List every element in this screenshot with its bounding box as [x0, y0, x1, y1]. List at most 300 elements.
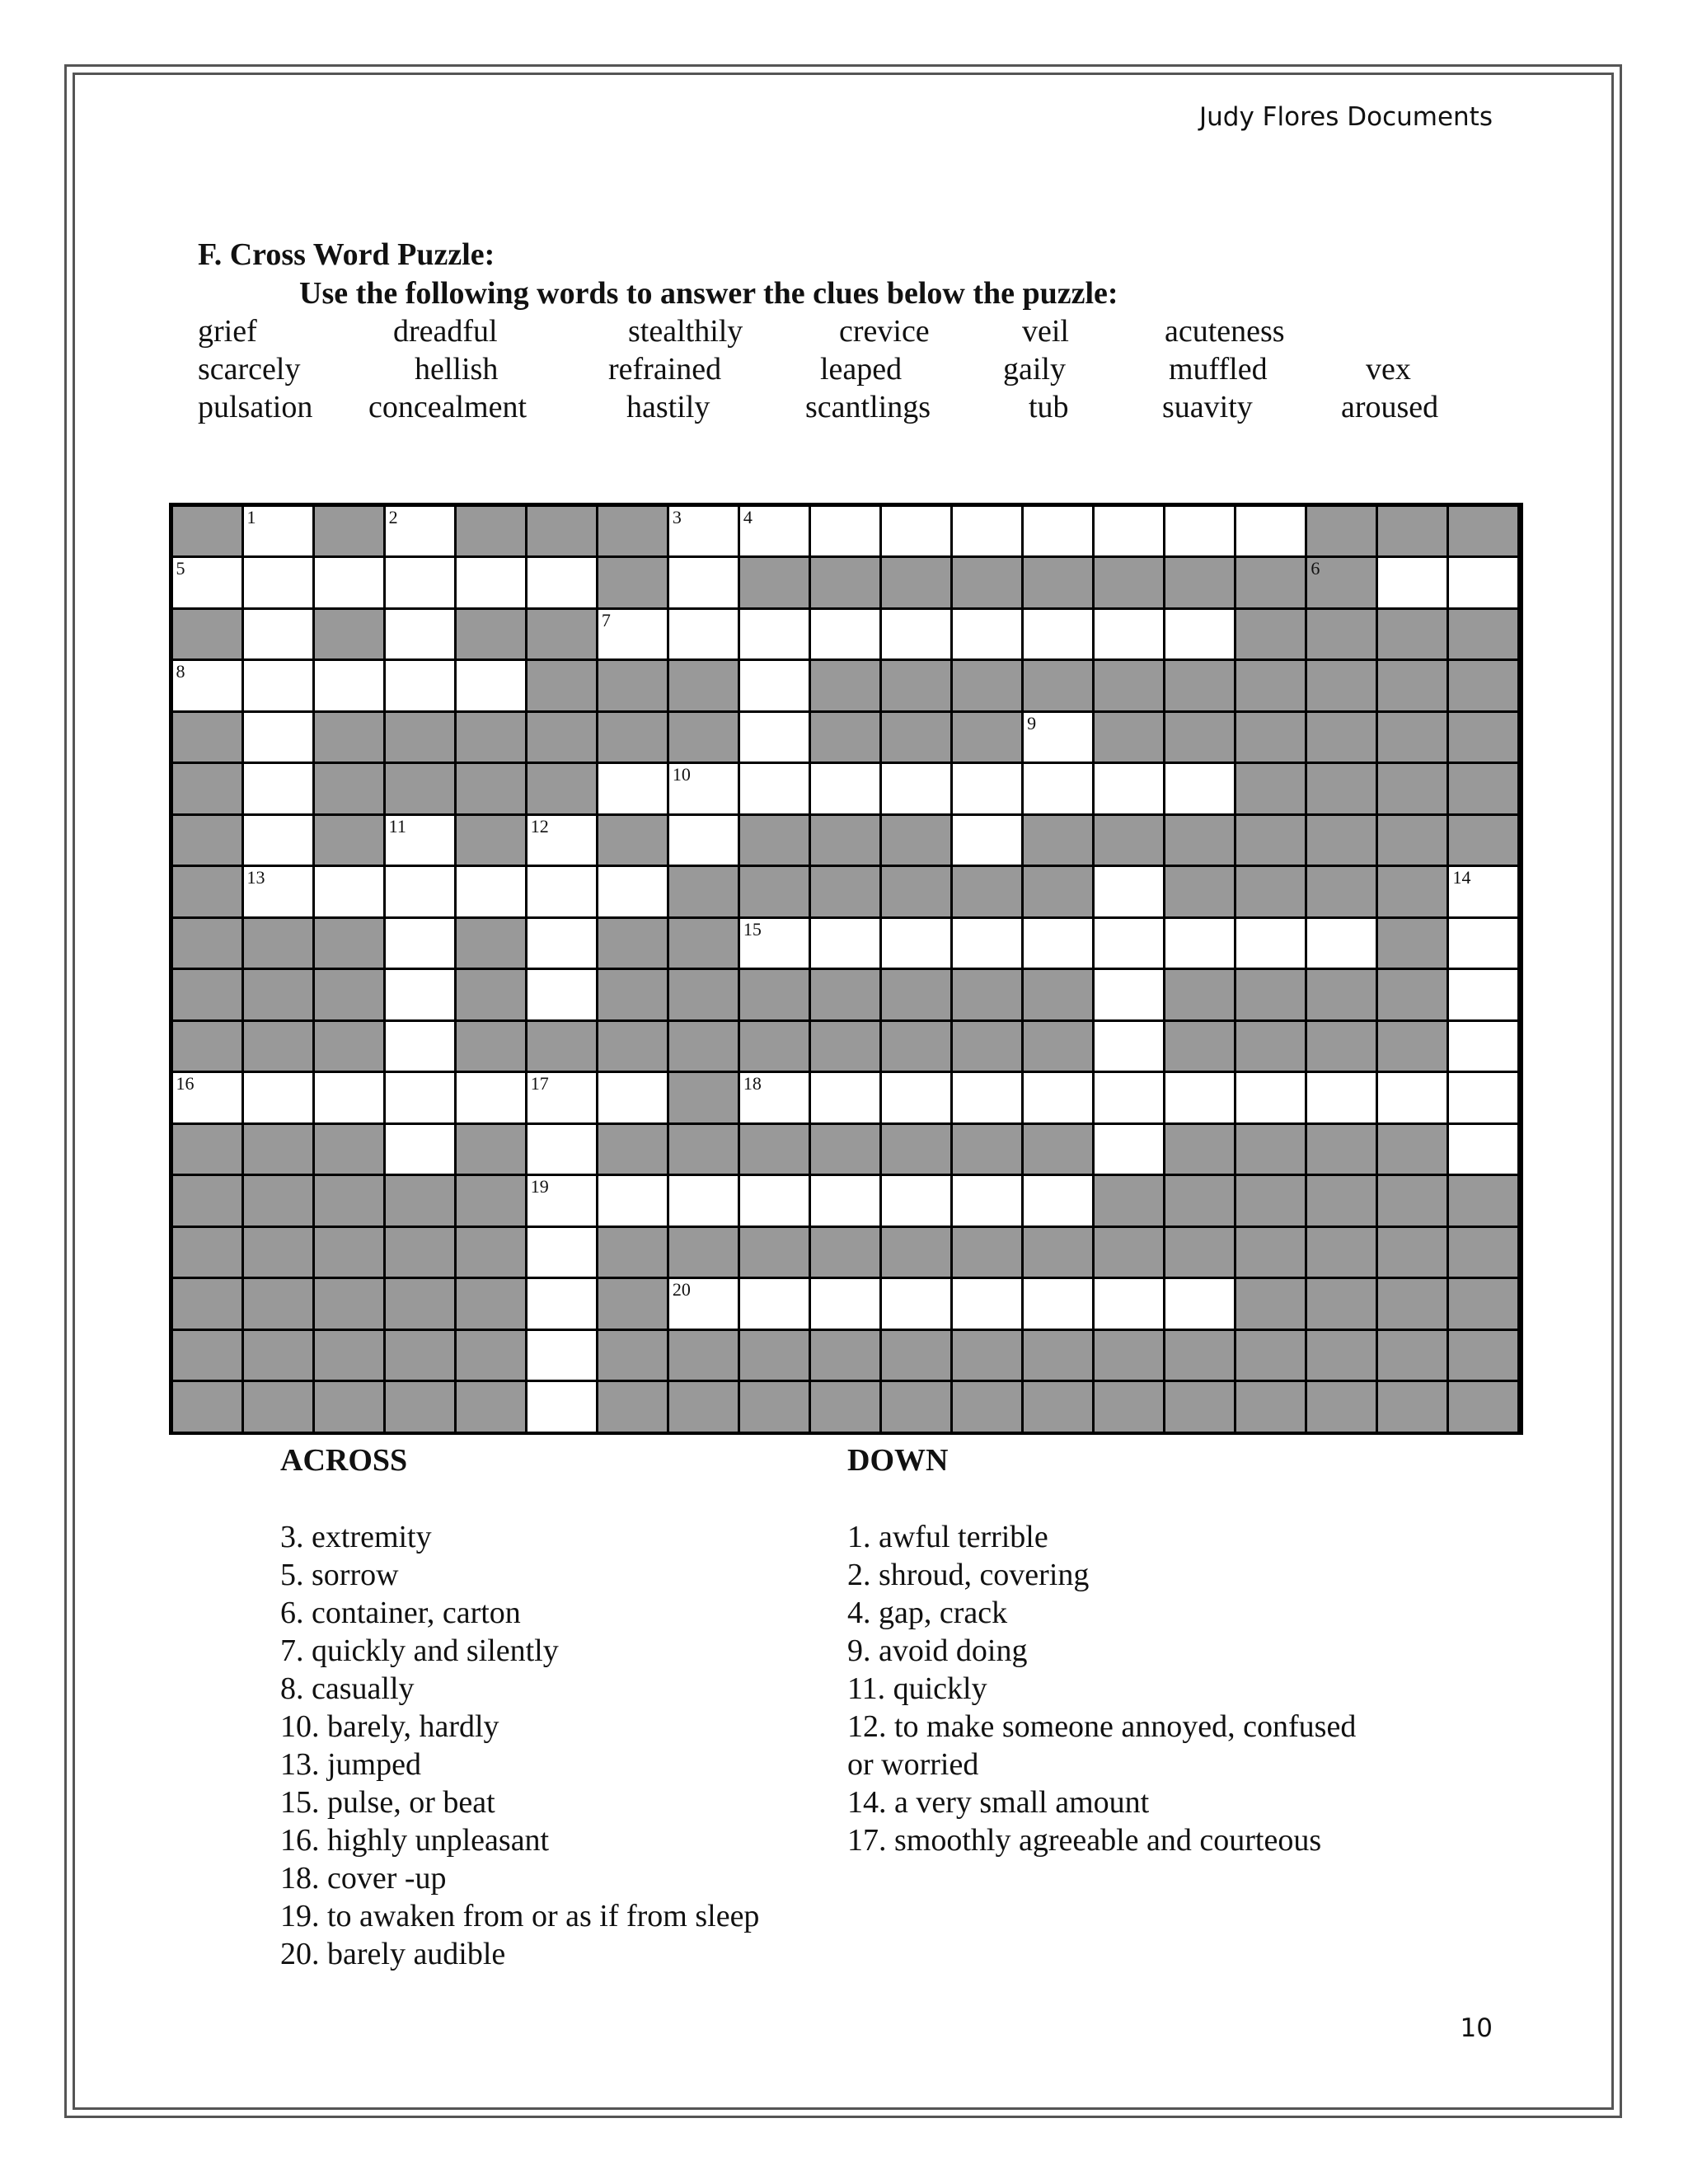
- crossword-cell[interactable]: [1024, 507, 1092, 556]
- crossword-cell[interactable]: [315, 661, 383, 710]
- crossword-cell[interactable]: [244, 867, 312, 916]
- crossword-block: [669, 1331, 738, 1380]
- crossword-block: [598, 558, 667, 607]
- crossword-cell[interactable]: [740, 1279, 809, 1329]
- crossword-cell[interactable]: [244, 816, 312, 865]
- down-clue: or worried: [847, 1747, 979, 1782]
- crossword-cell[interactable]: [457, 1073, 525, 1122]
- crossword-block: [386, 1228, 454, 1277]
- crossword-block: [598, 816, 667, 865]
- crossword-cell[interactable]: [386, 1125, 454, 1174]
- crossword-cell[interactable]: [1024, 1279, 1092, 1329]
- clue-number: 18: [743, 1073, 762, 1094]
- crossword-block: [1449, 1331, 1517, 1380]
- crossword-block: [1024, 816, 1092, 865]
- crossword-block: [1378, 1125, 1447, 1174]
- crossword-cell[interactable]: [528, 867, 596, 916]
- crossword-block: [173, 1022, 241, 1071]
- crossword-block: [1165, 1022, 1234, 1071]
- crossword-cell[interactable]: [740, 610, 809, 659]
- crossword-cell[interactable]: [386, 610, 454, 659]
- crossword-block: [1165, 1331, 1234, 1380]
- crossword-block: [457, 1331, 525, 1380]
- crossword-block: [1024, 1331, 1092, 1380]
- crossword-cell[interactable]: [740, 507, 809, 556]
- crossword-block: [173, 867, 241, 916]
- crossword-cell[interactable]: [598, 764, 667, 813]
- across-clue: 3. extremity: [280, 1520, 432, 1554]
- crossword-cell[interactable]: [386, 1022, 454, 1071]
- clue-number: 8: [176, 661, 185, 682]
- crossword-cell[interactable]: [1024, 610, 1092, 659]
- crossword-cell[interactable]: [457, 867, 525, 916]
- crossword-cell[interactable]: [1024, 919, 1092, 968]
- across-clue: 19. to awaken from or as if from sleep: [280, 1899, 760, 1933]
- crossword-block: [1378, 1331, 1447, 1380]
- crossword-block: [386, 1279, 454, 1329]
- crossword-block: [1165, 970, 1234, 1019]
- crossword-block: [457, 1022, 525, 1071]
- crossword-cell[interactable]: [315, 1073, 383, 1122]
- crossword-block: [315, 1279, 383, 1329]
- clue-number: 13: [246, 867, 265, 888]
- crossword-cell[interactable]: [528, 970, 596, 1019]
- crossword-block: [1236, 1125, 1305, 1174]
- crossword-block: [1378, 1228, 1447, 1277]
- crossword-block: [669, 661, 738, 710]
- clue-number: 14: [1452, 867, 1471, 888]
- crossword-block: [244, 1382, 312, 1432]
- crossword-cell[interactable]: [953, 610, 1021, 659]
- crossword-cell[interactable]: [1236, 507, 1305, 556]
- word-bank-item: refrained: [608, 352, 722, 387]
- crossword-block: [882, 713, 950, 762]
- crossword-cell[interactable]: [244, 764, 312, 813]
- across-clue: 13. jumped: [280, 1747, 421, 1782]
- crossword-block: [740, 1022, 809, 1071]
- clue-number: 12: [530, 815, 549, 837]
- crossword-block: [953, 661, 1021, 710]
- crossword-cell[interactable]: [1095, 764, 1163, 813]
- crossword-cell[interactable]: [528, 1228, 596, 1277]
- crossword-cell[interactable]: [315, 558, 383, 607]
- clue-number: 5: [176, 558, 185, 579]
- crossword-block: [953, 1228, 1021, 1277]
- crossword-block: [173, 507, 241, 556]
- crossword-cell[interactable]: [1165, 610, 1234, 659]
- crossword-block: [1378, 1382, 1447, 1432]
- crossword-cell[interactable]: [244, 661, 312, 710]
- crossword-cell[interactable]: [811, 610, 879, 659]
- crossword-cell[interactable]: [173, 1073, 241, 1122]
- clue-number: 1: [246, 506, 256, 527]
- crossword-cell[interactable]: [173, 558, 241, 607]
- crossword-cell[interactable]: [386, 816, 454, 865]
- crossword-cell[interactable]: [953, 1279, 1021, 1329]
- crossword-cell[interactable]: [1165, 1279, 1234, 1329]
- crossword-block: [1307, 507, 1376, 556]
- crossword-block: [1236, 970, 1305, 1019]
- crossword-block: [244, 1022, 312, 1071]
- crossword-cell[interactable]: [669, 764, 738, 813]
- crossword-cell[interactable]: [244, 1073, 312, 1122]
- crossword-cell[interactable]: [1449, 867, 1517, 916]
- crossword-cell[interactable]: [1165, 1073, 1234, 1122]
- crossword-cell[interactable]: [598, 610, 667, 659]
- clue-number: 11: [388, 815, 406, 837]
- crossword-block: [811, 1228, 879, 1277]
- crossword-block: [457, 610, 525, 659]
- crossword-cell[interactable]: [528, 1382, 596, 1432]
- crossword-cell[interactable]: [1449, 970, 1517, 1019]
- crossword-block: [315, 1176, 383, 1226]
- crossword-block: [598, 661, 667, 710]
- crossword-cell[interactable]: [528, 1176, 596, 1226]
- crossword-block: [457, 1279, 525, 1329]
- crossword-cell[interactable]: [598, 1073, 667, 1122]
- crossword-block: [1024, 661, 1092, 710]
- crossword-block: [1095, 1228, 1163, 1277]
- crossword-cell[interactable]: [244, 558, 312, 607]
- crossword-cell[interactable]: [244, 610, 312, 659]
- crossword-block: [669, 1073, 738, 1122]
- crossword-block: [669, 919, 738, 968]
- crossword-cell[interactable]: [386, 1073, 454, 1122]
- across-heading: ACROSS: [280, 1443, 408, 1478]
- crossword-block: [457, 1382, 525, 1432]
- crossword-block: [882, 816, 950, 865]
- crossword-cell[interactable]: [953, 507, 1021, 556]
- crossword-block: [740, 1125, 809, 1174]
- crossword-block: [1449, 1176, 1517, 1226]
- crossword-block: [1236, 1382, 1305, 1432]
- crossword-block: [1449, 661, 1517, 710]
- crossword-block: [315, 507, 383, 556]
- crossword-block: [1378, 919, 1447, 968]
- crossword-cell[interactable]: [1024, 1073, 1092, 1122]
- clue-number: 3: [672, 506, 682, 527]
- crossword-block: [315, 610, 383, 659]
- word-bank-item: stealthily: [628, 314, 743, 349]
- crossword-block: [1024, 1228, 1092, 1277]
- across-clue: 6. container, carton: [280, 1596, 521, 1630]
- crossword-cell[interactable]: [1449, 1073, 1517, 1122]
- crossword-cell[interactable]: [315, 867, 383, 916]
- crossword-block: [882, 970, 950, 1019]
- crossword-block: [1024, 1382, 1092, 1432]
- crossword-cell[interactable]: [740, 1176, 809, 1226]
- word-bank-item: crevice: [839, 314, 930, 349]
- crossword-cell[interactable]: [1095, 1125, 1163, 1174]
- crossword-block: [244, 1279, 312, 1329]
- crossword-block: [1165, 1382, 1234, 1432]
- crossword-block: [669, 1382, 738, 1432]
- crossword-cell[interactable]: [1095, 919, 1163, 968]
- clue-number: 20: [672, 1279, 691, 1300]
- down-clue: 4. gap, crack: [847, 1596, 1008, 1630]
- crossword-block: [1024, 1022, 1092, 1071]
- crossword-cell[interactable]: [811, 1279, 879, 1329]
- crossword-block: [315, 1382, 383, 1432]
- crossword-block: [457, 919, 525, 968]
- across-clue: 8. casually: [280, 1671, 415, 1706]
- crossword-block: [1236, 867, 1305, 916]
- word-bank-item: muffled: [1169, 352, 1268, 387]
- crossword-cell[interactable]: [1165, 764, 1234, 813]
- crossword-cell[interactable]: [528, 816, 596, 865]
- crossword-cell[interactable]: [669, 610, 738, 659]
- crossword-block: [457, 1228, 525, 1277]
- crossword-block: [598, 1228, 667, 1277]
- crossword-block: [1165, 1176, 1234, 1226]
- crossword-block: [386, 764, 454, 813]
- clue-number: 7: [601, 609, 611, 630]
- crossword-block: [811, 816, 879, 865]
- crossword-block: [882, 1228, 950, 1277]
- crossword-block: [1236, 713, 1305, 762]
- crossword-cell[interactable]: [244, 507, 312, 556]
- clue-number: 17: [530, 1073, 549, 1094]
- crossword-block: [315, 970, 383, 1019]
- crossword-cell[interactable]: [1449, 919, 1517, 968]
- crossword-block: [740, 1228, 809, 1277]
- crossword-cell[interactable]: [882, 507, 950, 556]
- crossword-block: [1307, 610, 1376, 659]
- crossword-block: [669, 1228, 738, 1277]
- down-clue: 11. quickly: [847, 1671, 987, 1706]
- crossword-cell[interactable]: [528, 558, 596, 607]
- crossword-cell[interactable]: [1307, 919, 1376, 968]
- crossword-block: [528, 1022, 596, 1071]
- crossword-block: [882, 867, 950, 916]
- crossword-block: [1378, 610, 1447, 659]
- crossword-block: [1307, 1125, 1376, 1174]
- crossword-cell[interactable]: [457, 661, 525, 710]
- crossword-cell[interactable]: [457, 558, 525, 607]
- clue-number: 16: [176, 1073, 195, 1094]
- crossword-cell[interactable]: [528, 1125, 596, 1174]
- crossword-block: [1095, 1331, 1163, 1380]
- across-clue: 5. sorrow: [280, 1558, 399, 1592]
- crossword-cell[interactable]: [953, 919, 1021, 968]
- crossword-block: [1165, 867, 1234, 916]
- crossword-cell[interactable]: [669, 558, 738, 607]
- crossword-block: [457, 816, 525, 865]
- crossword-block: [953, 867, 1021, 916]
- word-bank-item: veil: [1022, 314, 1069, 349]
- crossword-block: [528, 610, 596, 659]
- clue-number: 6: [1311, 558, 1320, 579]
- crossword-block: [173, 816, 241, 865]
- crossword-cell[interactable]: [811, 764, 879, 813]
- crossword-block: [811, 1125, 879, 1174]
- crossword-cell[interactable]: [811, 1176, 879, 1226]
- crossword-cell[interactable]: [528, 919, 596, 968]
- crossword-block: [173, 1382, 241, 1432]
- crossword-cell[interactable]: [953, 1176, 1021, 1226]
- word-bank-item: pulsation: [198, 390, 313, 424]
- puzzle-title: F. Cross Word Puzzle:: [198, 237, 495, 272]
- clue-number: 19: [530, 1176, 549, 1197]
- crossword-block: [1449, 816, 1517, 865]
- crossword-block: [1024, 1125, 1092, 1174]
- crossword-block: [1378, 764, 1447, 813]
- crossword-block: [598, 507, 667, 556]
- crossword-cell[interactable]: [669, 1279, 738, 1329]
- crossword-cell[interactable]: [1024, 1176, 1092, 1226]
- across-clue: 15. pulse, or beat: [280, 1785, 495, 1820]
- crossword-block: [1449, 507, 1517, 556]
- crossword-block: [1378, 867, 1447, 916]
- crossword-cell[interactable]: [882, 1279, 950, 1329]
- crossword-cell[interactable]: [1095, 1073, 1163, 1122]
- crossword-cell[interactable]: [1449, 558, 1517, 607]
- crossword-cell[interactable]: [811, 507, 879, 556]
- crossword-cell[interactable]: [1236, 1073, 1305, 1122]
- crossword-block: [1378, 1176, 1447, 1226]
- crossword-cell[interactable]: [1378, 558, 1447, 607]
- crossword-block: [173, 970, 241, 1019]
- crossword-cell[interactable]: [1095, 1022, 1163, 1071]
- across-clue: 16. highly unpleasant: [280, 1823, 550, 1858]
- crossword-block: [598, 1022, 667, 1071]
- crossword-cell[interactable]: [528, 1279, 596, 1329]
- crossword-block: [244, 970, 312, 1019]
- crossword-cell[interactable]: [1165, 507, 1234, 556]
- down-clue: 1. awful terrible: [847, 1520, 1048, 1554]
- crossword-cell[interactable]: [1449, 1125, 1517, 1174]
- crossword-block: [1449, 764, 1517, 813]
- crossword-cell[interactable]: [1095, 867, 1163, 916]
- crossword-block: [386, 1382, 454, 1432]
- crossword-cell[interactable]: [598, 867, 667, 916]
- crossword-block: [315, 816, 383, 865]
- crossword-cell[interactable]: [244, 713, 312, 762]
- crossword-cell[interactable]: [1095, 1279, 1163, 1329]
- crossword-block: [457, 1176, 525, 1226]
- crossword-cell[interactable]: [882, 919, 950, 968]
- crossword-block: [457, 764, 525, 813]
- crossword-block: [1449, 713, 1517, 762]
- crossword-cell[interactable]: [882, 610, 950, 659]
- crossword-block: [1236, 1331, 1305, 1380]
- clue-number: 9: [1027, 712, 1037, 733]
- crossword-block: [953, 1382, 1021, 1432]
- crossword-block: [1165, 661, 1234, 710]
- crossword-cell[interactable]: [528, 1331, 596, 1380]
- crossword-block: [1236, 816, 1305, 865]
- crossword-block: [953, 1022, 1021, 1071]
- crossword-cell[interactable]: [882, 1176, 950, 1226]
- crossword-cell[interactable]: [740, 764, 809, 813]
- word-bank-item: concealment: [368, 390, 528, 424]
- crossword-cell[interactable]: [740, 919, 809, 968]
- crossword-cell[interactable]: [953, 764, 1021, 813]
- crossword-block: [953, 558, 1021, 607]
- crossword-block: [315, 1125, 383, 1174]
- crossword-cell[interactable]: [882, 764, 950, 813]
- crossword-cell[interactable]: [740, 1073, 809, 1122]
- crossword-block: [173, 1125, 241, 1174]
- crossword-cell[interactable]: [882, 1073, 950, 1122]
- crossword-cell[interactable]: [669, 1176, 738, 1226]
- crossword-block: [1378, 507, 1447, 556]
- crossword-block: [173, 1176, 241, 1226]
- crossword-cell[interactable]: [740, 661, 809, 710]
- crossword-cell[interactable]: [386, 970, 454, 1019]
- crossword-grid: [169, 503, 1523, 1435]
- crossword-block: [1024, 558, 1092, 607]
- crossword-cell[interactable]: [386, 558, 454, 607]
- crossword-cell[interactable]: [1095, 610, 1163, 659]
- crossword-block: [1378, 816, 1447, 865]
- clue-number: 4: [743, 506, 753, 527]
- down-clue: 2. shroud, covering: [847, 1558, 1090, 1592]
- word-bank-item: vex: [1366, 352, 1411, 387]
- crossword-block: [386, 713, 454, 762]
- crossword-cell[interactable]: [386, 867, 454, 916]
- crossword-block: [528, 713, 596, 762]
- crossword-block: [740, 1331, 809, 1380]
- crossword-cell[interactable]: [811, 1073, 879, 1122]
- crossword-block: [669, 1022, 738, 1071]
- crossword-cell[interactable]: [1165, 919, 1234, 968]
- crossword-block: [173, 1279, 241, 1329]
- crossword-cell[interactable]: [811, 919, 879, 968]
- crossword-cell[interactable]: [1024, 713, 1092, 762]
- crossword-cell[interactable]: [1095, 507, 1163, 556]
- crossword-block: [740, 970, 809, 1019]
- word-bank-item: tub: [1029, 390, 1069, 424]
- crossword-cell[interactable]: [173, 661, 241, 710]
- crossword-cell[interactable]: [1378, 1073, 1447, 1122]
- crossword-block: [1095, 558, 1163, 607]
- crossword-block: [1165, 713, 1234, 762]
- crossword-block: [1024, 867, 1092, 916]
- crossword-cell[interactable]: [1449, 1022, 1517, 1071]
- word-bank-item: scantlings: [805, 390, 931, 424]
- crossword-cell[interactable]: [669, 816, 738, 865]
- crossword-cell[interactable]: [1236, 919, 1305, 968]
- crossword-cell[interactable]: [740, 713, 809, 762]
- crossword-cell[interactable]: [386, 507, 454, 556]
- crossword-cell[interactable]: [386, 919, 454, 968]
- crossword-cell[interactable]: [953, 816, 1021, 865]
- crossword-block: [1236, 1022, 1305, 1071]
- crossword-block: [1378, 713, 1447, 762]
- crossword-block: [528, 507, 596, 556]
- word-bank-item: dreadful: [393, 314, 498, 349]
- crossword-block: [740, 816, 809, 865]
- document-header: Judy Flores Documents: [1199, 102, 1493, 132]
- crossword-cell[interactable]: [953, 1073, 1021, 1122]
- crossword-block: [811, 1331, 879, 1380]
- crossword-block: [1307, 713, 1376, 762]
- crossword-block: [598, 1331, 667, 1380]
- crossword-block: [386, 1176, 454, 1226]
- crossword-cell[interactable]: [598, 1176, 667, 1226]
- crossword-cell[interactable]: [386, 661, 454, 710]
- crossword-block: [1165, 816, 1234, 865]
- crossword-cell[interactable]: [528, 1073, 596, 1122]
- crossword-cell[interactable]: [669, 507, 738, 556]
- word-bank-item: acuteness: [1165, 314, 1285, 349]
- crossword-block: [669, 970, 738, 1019]
- crossword-cell[interactable]: [1095, 970, 1163, 1019]
- crossword-block: [1236, 1228, 1305, 1277]
- crossword-cell[interactable]: [1307, 1073, 1376, 1122]
- crossword-cell[interactable]: [1024, 764, 1092, 813]
